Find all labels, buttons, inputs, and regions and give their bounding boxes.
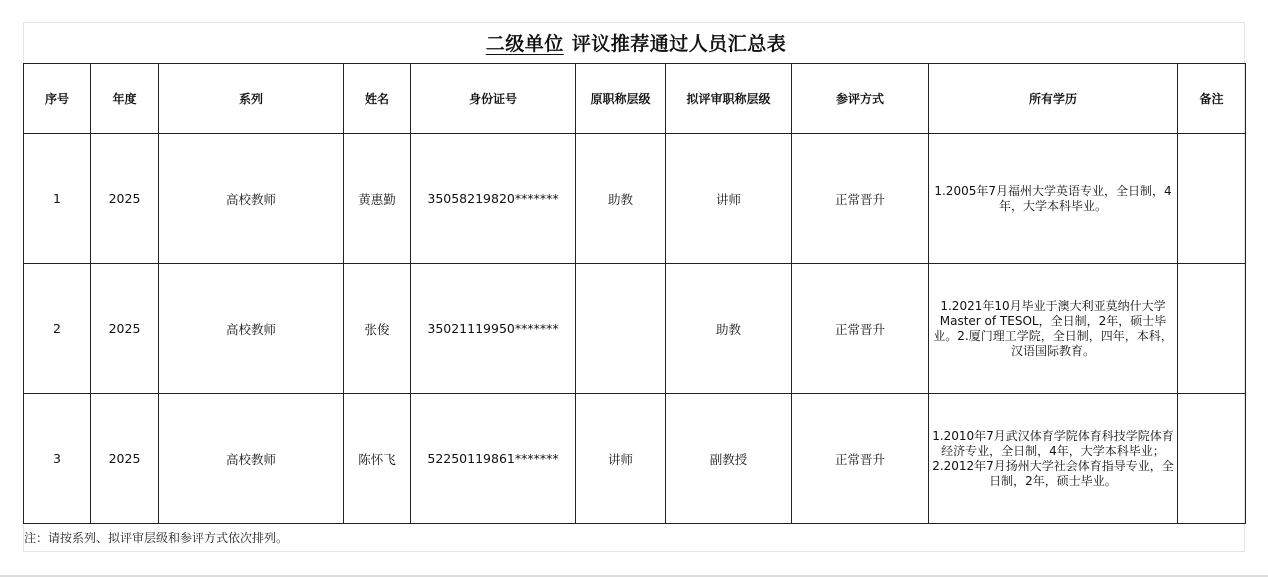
cell-year: 2025 bbox=[91, 264, 159, 394]
table-row bbox=[24, 394, 1246, 524]
cell-index: 2 bbox=[24, 264, 91, 394]
header-id-number: 身份证号 bbox=[411, 64, 576, 134]
cell-year: 2025 bbox=[91, 394, 159, 524]
cell-id-number: 52250119861******* bbox=[411, 394, 576, 524]
cell-review-mode: 正常晋升 bbox=[792, 134, 929, 264]
page-title bbox=[23, 22, 1245, 63]
title-unit: 二级单位 bbox=[485, 33, 564, 55]
header-series: 系列 bbox=[159, 64, 344, 134]
cell-index: 1 bbox=[24, 134, 91, 264]
header-index: 序号 bbox=[24, 64, 91, 134]
cell-education: 1.2010年7月武汉体育学院体育科技学院体育经济专业，全日制，4年，大学本科毕业；2.2012年7月扬州大学社会体育指导专业，全日制，2年，硕士毕业。 bbox=[929, 394, 1178, 524]
title-text: 评议推荐通过人员汇总表 bbox=[571, 33, 787, 55]
table-row bbox=[24, 264, 1246, 394]
header-review-mode: 参评方式 bbox=[792, 64, 929, 134]
cell-series: 高校教师 bbox=[159, 134, 344, 264]
cell-original-title bbox=[576, 264, 666, 394]
cell-series: 高校教师 bbox=[159, 264, 344, 394]
cell-id-number: 35058219820******* bbox=[411, 134, 576, 264]
cell-remarks bbox=[1178, 264, 1246, 394]
cell-series: 高校教师 bbox=[159, 394, 344, 524]
cell-proposed-title: 讲师 bbox=[666, 134, 792, 264]
cell-index: 3 bbox=[24, 394, 91, 524]
table-row bbox=[24, 134, 1246, 264]
table-header-row bbox=[24, 64, 1246, 134]
header-education: 所有学历 bbox=[929, 64, 1178, 134]
header-proposed-title: 拟评审职称层级 bbox=[666, 64, 792, 134]
cell-education: 1.2021年10月毕业于澳大利亚莫纳什大学Master of TESOL，全日制，2年，硕士毕业。2.厦门理工学院，全日制，四年，本科，汉语国际教育。 bbox=[929, 264, 1178, 394]
summary-table bbox=[23, 63, 1246, 524]
cell-year: 2025 bbox=[91, 134, 159, 264]
cell-proposed-title: 副教授 bbox=[666, 394, 792, 524]
cell-remarks bbox=[1178, 394, 1246, 524]
cell-remarks bbox=[1178, 134, 1246, 264]
header-original-title: 原职称层级 bbox=[576, 64, 666, 134]
header-name: 姓名 bbox=[344, 64, 411, 134]
footnote: 注：请按系列、拟评审层级和参评方式依次排列。 bbox=[24, 531, 289, 545]
header-remarks: 备注 bbox=[1178, 64, 1246, 134]
header-year: 年度 bbox=[91, 64, 159, 134]
cell-review-mode: 正常晋升 bbox=[792, 394, 929, 524]
cell-review-mode: 正常晋升 bbox=[792, 264, 929, 394]
cell-name: 黄惠勤 bbox=[344, 134, 411, 264]
cell-original-title: 助教 bbox=[576, 134, 666, 264]
cell-education: 1.2005年7月福州大学英语专业，全日制，4年，大学本科毕业。 bbox=[929, 134, 1178, 264]
cell-proposed-title: 助教 bbox=[666, 264, 792, 394]
cell-id-number: 35021119950******* bbox=[411, 264, 576, 394]
cell-name: 陈怀飞 bbox=[344, 394, 411, 524]
cell-original-title: 讲师 bbox=[576, 394, 666, 524]
cell-name: 张俊 bbox=[344, 264, 411, 394]
